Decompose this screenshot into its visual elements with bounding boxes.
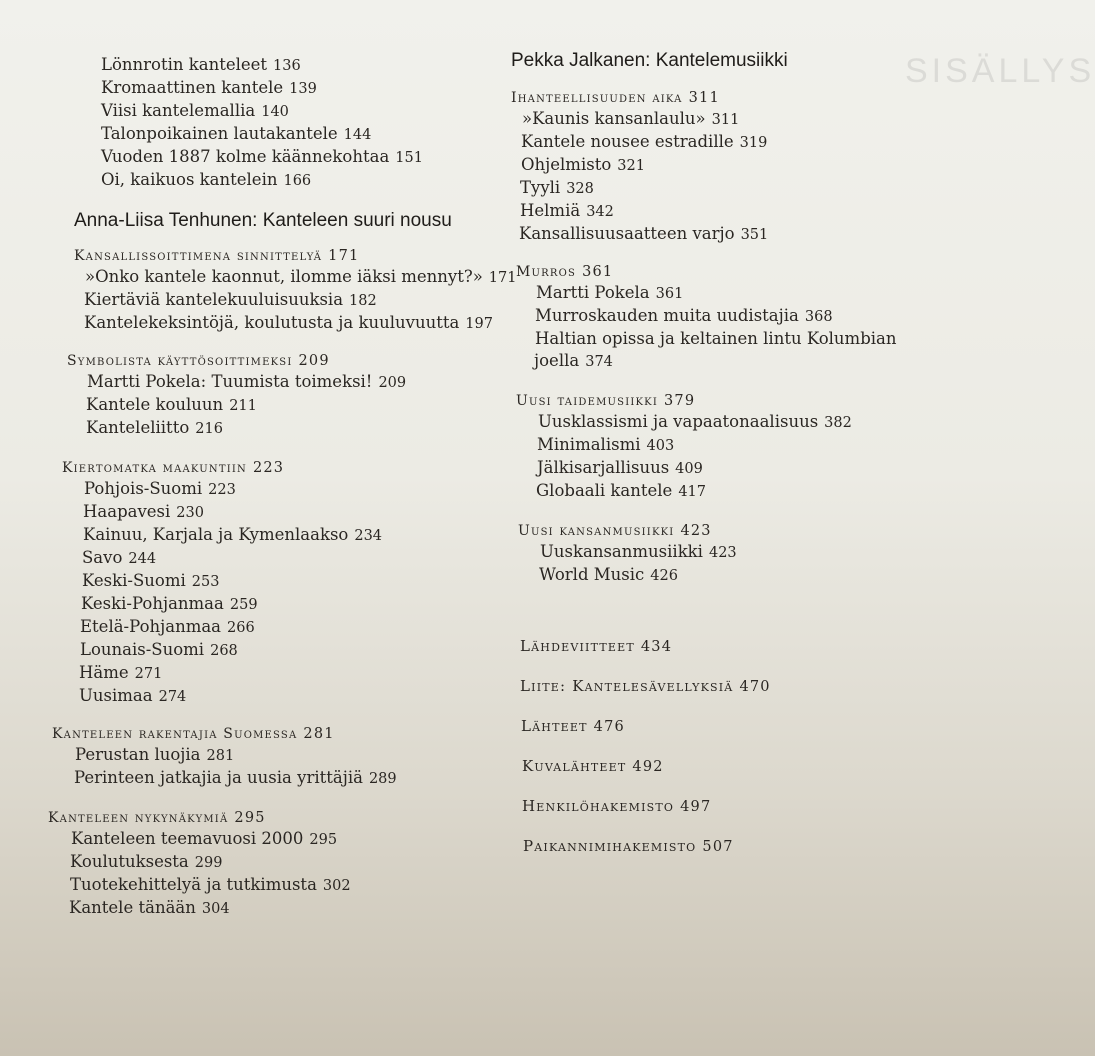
appendix-title: Lähteet — [521, 717, 588, 735]
entry-page: 259 — [229, 597, 258, 613]
section-entries — [510, 282, 950, 373]
entry-page: 409 — [675, 461, 703, 477]
toc-entry — [40, 874, 510, 897]
entry-title: Lounais-Suomi — [80, 640, 205, 659]
entry-page: 289 — [368, 771, 397, 787]
right-sections — [510, 90, 950, 587]
section-heading — [40, 726, 510, 742]
toc-section — [510, 393, 950, 503]
entry-title: Kantele tänään — [69, 898, 196, 917]
entry-title: Ohjelmisto — [521, 155, 612, 174]
toc-section — [510, 523, 950, 587]
entry-page: 230 — [176, 505, 204, 521]
section-heading — [510, 264, 950, 280]
entry-title: Vuoden 1887 kolme käännekohtaa — [101, 147, 390, 166]
entry-page: 304 — [201, 901, 230, 917]
entry-page: 197 — [465, 316, 493, 332]
entry-title: Perinteen jatkajia ja uusia yrittäjiä — [74, 768, 363, 787]
entry-title: Murroskauden muita uudistajia — [535, 306, 799, 325]
entry-title: »Kaunis kansanlaulu» — [522, 109, 706, 128]
toc-entry — [40, 524, 510, 547]
section-heading — [40, 353, 510, 369]
entry-title: Minimalismi — [537, 435, 641, 454]
appendix-title: Liite: Kantelesävellyksiä — [520, 677, 734, 695]
entry-page: 342 — [586, 204, 614, 220]
entry-title: Savo — [82, 548, 123, 567]
entry-page: 403 — [646, 438, 675, 454]
toc-entry — [40, 744, 510, 767]
entry-page: 281 — [206, 748, 235, 764]
toc-entry — [40, 685, 510, 708]
entry-title: Etelä-Pohjanmaa — [80, 617, 222, 636]
entry-title: Kantele kouluun — [86, 395, 224, 414]
toc-entry — [510, 434, 950, 457]
section-page: 379 — [664, 393, 696, 409]
toc-entry — [40, 312, 510, 335]
toc-entry — [40, 851, 510, 874]
appendix-title: Paikannimihakemisto — [523, 837, 697, 855]
toc-entry — [510, 177, 950, 200]
entry-title: Talonpoikainen lautakantele — [101, 124, 338, 143]
entry-title: Oi, kaikuos kantelein — [101, 170, 278, 189]
toc-entry — [40, 828, 510, 851]
section-heading — [40, 460, 510, 476]
entry-title: Jälkisarjallisuus — [537, 458, 670, 477]
section-entries — [40, 371, 510, 440]
entry-page: 361 — [655, 286, 684, 302]
section-heading — [40, 248, 510, 264]
toc-entry — [510, 108, 950, 131]
toc-entry — [40, 547, 510, 570]
left-top-entries — [40, 54, 510, 192]
toc-entry — [40, 478, 510, 501]
toc-entry — [510, 223, 950, 246]
entry-title: Keski-Suomi — [82, 571, 186, 590]
toc-section — [40, 248, 517, 335]
section-entries — [510, 108, 950, 246]
toc-entry — [40, 639, 510, 662]
toc-entry — [40, 767, 510, 790]
toc-entry — [510, 328, 950, 350]
toc-entry — [510, 305, 950, 328]
section-entries — [40, 478, 510, 708]
entry-page: 319 — [739, 135, 768, 151]
entry-title: Tuotekehittelyä ja tutkimusta — [70, 875, 317, 894]
entry-title: Martti Pokela — [536, 283, 650, 302]
entry-title: Häme — [79, 663, 129, 682]
entry-page: 271 — [134, 666, 163, 682]
entry-page: 171 — [488, 270, 517, 286]
toc-entry — [101, 146, 510, 169]
entry-title: joella — [534, 351, 580, 370]
entry-title: Kantelekeksintöjä, koulutusta ja kuuluvuutta — [84, 313, 460, 332]
toc-entry — [40, 417, 510, 440]
toc-section — [510, 264, 950, 373]
toc-entry — [40, 501, 510, 524]
entry-title: Kainuu, Karjala ja Kymenlaakso — [83, 525, 349, 544]
author-title-tenhunen: Anna-Liisa Tenhunen: Kanteleen suuri nousu — [74, 210, 452, 231]
appendix-entry — [510, 677, 950, 695]
entry-title: »Onko kantele kaonnut, ilomme iäksi mennyt?» — [85, 267, 483, 286]
section-heading — [510, 90, 950, 106]
appendix-page: 470 — [739, 679, 771, 695]
entry-page: 351 — [740, 227, 769, 243]
toc-entry — [101, 54, 510, 77]
section-title: Uusi taidemusiikki — [516, 393, 658, 409]
entry-title: Uuskansanmusiikki — [540, 542, 703, 561]
entry-title: Globaali kantele — [536, 481, 673, 500]
appendix-page: 476 — [593, 719, 625, 735]
toc-entry — [510, 457, 950, 480]
author-title-jalkanen: Pekka Jalkanen: Kantelemusiikki — [511, 50, 788, 71]
toc-entry — [510, 282, 950, 305]
entry-title: Pohjois-Suomi — [84, 479, 203, 498]
toc-entry — [510, 154, 950, 177]
appendix-page: 434 — [640, 639, 673, 655]
toc-entry — [40, 394, 510, 417]
entry-page: 140 — [261, 104, 289, 120]
entry-page: 417 — [678, 484, 707, 500]
entry-page: 328 — [566, 181, 594, 197]
entry-title: Koulutuksesta — [70, 852, 189, 871]
section-title: Symbolista käyttösoittimeksi — [67, 353, 293, 369]
section-title: Kansallissoittimena sinnittelyä — [74, 248, 323, 264]
entry-page: 382 — [824, 415, 852, 431]
appendix-list — [510, 637, 950, 855]
toc-entry — [101, 77, 510, 100]
toc-entry — [40, 570, 510, 593]
toc-entry — [510, 564, 950, 587]
section-entries — [40, 828, 510, 920]
entry-title: World Music — [539, 565, 645, 584]
toc-entry — [510, 411, 950, 434]
entry-page: 216 — [195, 421, 223, 437]
entry-page: 268 — [210, 643, 238, 659]
ghost-heading: SISÄLLYS — [905, 52, 1095, 90]
section-title: Kanteleen nykynäkymiä — [48, 810, 229, 826]
appendix-page: 507 — [702, 839, 734, 855]
appendix-page: 492 — [632, 759, 664, 775]
entry-title: Haapavesi — [83, 502, 171, 521]
section-page: 311 — [688, 90, 720, 106]
section-title: Kanteleen rakentajia Suomessa — [52, 726, 298, 742]
entry-title: Viisi kantelemallia — [101, 101, 256, 120]
section-title: Kiertomatka maakuntiin — [62, 460, 247, 476]
entry-page: 374 — [585, 354, 613, 370]
toc-entry — [40, 662, 510, 685]
entry-page: 166 — [283, 173, 312, 189]
section-page: 223 — [252, 460, 285, 476]
section-title: Murros — [516, 264, 577, 280]
entry-title: Kansallisuusaatteen varjo — [519, 224, 735, 243]
appendix-page: 497 — [680, 799, 712, 815]
toc-entry — [510, 131, 950, 154]
entry-page: 423 — [708, 545, 737, 561]
entry-title: Kantele nousee estradille — [521, 132, 734, 151]
appendix-entry — [510, 717, 950, 735]
entry-title: Uusklassismi ja vapaatonaalisuus — [538, 412, 819, 431]
appendix-title: Lähdeviitteet — [520, 637, 635, 655]
entry-title: Martti Pokela: Tuumista toimeksi! — [87, 372, 373, 391]
toc-left-column — [40, 54, 517, 920]
entry-page: 274 — [158, 689, 187, 705]
entry-title: Kanteleliitto — [86, 418, 190, 437]
section-page: 423 — [680, 523, 712, 539]
entry-page: 299 — [194, 855, 223, 871]
toc-entry — [101, 100, 510, 123]
entry-page: 136 — [273, 58, 301, 74]
toc-entry — [40, 897, 510, 920]
toc-entry — [510, 541, 950, 564]
section-page: 209 — [298, 353, 330, 369]
section-page: 361 — [582, 264, 614, 280]
appendix-title: Henkilöhakemisto — [522, 797, 675, 815]
entry-page: 182 — [349, 293, 377, 309]
toc-entry — [40, 616, 510, 639]
section-entries — [510, 411, 950, 503]
section-page: 295 — [234, 810, 266, 826]
section-page: 171 — [328, 248, 360, 264]
appendix-entry — [510, 797, 950, 815]
entry-page: 311 — [711, 112, 740, 128]
toc-section — [40, 460, 510, 708]
section-title: Uusi kansanmusiikki — [518, 523, 675, 539]
appendix-entry — [510, 637, 950, 655]
entry-page: 144 — [343, 127, 372, 143]
entry-title: Kanteleen teemavuosi 2000 — [71, 829, 304, 848]
section-entries — [510, 541, 950, 587]
entry-page: 266 — [227, 620, 255, 636]
appendix-entry — [510, 837, 950, 855]
entry-title: Kiertäviä kantelekuuluisuuksia — [84, 290, 344, 309]
entry-title: Helmiä — [520, 201, 581, 220]
entry-title: Kromaattinen kantele — [101, 78, 284, 97]
entry-title: Uusimaa — [79, 686, 153, 705]
toc-entry — [40, 371, 510, 394]
entry-page: 211 — [229, 398, 257, 414]
entry-page: 223 — [208, 482, 236, 498]
entry-page: 139 — [289, 81, 317, 97]
section-heading — [510, 523, 950, 539]
entry-page: 368 — [804, 309, 833, 325]
toc-entry — [40, 289, 510, 312]
section-entries — [40, 266, 517, 335]
entry-page: 295 — [309, 832, 338, 848]
toc-section — [40, 726, 510, 790]
entry-title: Lönnrotin kanteleet — [101, 55, 268, 74]
entry-page: 234 — [354, 528, 383, 544]
entry-page: 209 — [378, 375, 407, 391]
entry-page: 151 — [395, 150, 423, 166]
section-heading — [40, 810, 510, 826]
entry-title: Perustan luojia — [75, 745, 201, 764]
appendix-entry — [510, 757, 950, 775]
section-entries — [40, 744, 510, 790]
toc-entry — [40, 266, 517, 289]
toc-section — [510, 90, 950, 246]
section-page: 281 — [303, 726, 335, 742]
toc-entry — [40, 593, 510, 616]
appendix-title: Kuvalähteet — [522, 757, 627, 775]
entry-page: 244 — [128, 551, 157, 567]
section-heading — [510, 393, 950, 409]
toc-entry — [101, 169, 510, 192]
left-sections — [40, 248, 517, 920]
toc-entry — [101, 123, 510, 146]
entry-title: Keski-Pohjanmaa — [81, 594, 224, 613]
toc-right-column — [510, 50, 950, 855]
entry-page: 253 — [191, 574, 220, 590]
entry-page: 302 — [322, 878, 351, 894]
toc-entry — [510, 350, 950, 373]
entry-page: 426 — [650, 568, 678, 584]
toc-entry — [510, 200, 950, 223]
entry-title: Haltian opissa ja keltainen lintu Kolumbian — [535, 329, 897, 348]
toc-section — [40, 353, 510, 440]
entry-page: 321 — [617, 158, 645, 174]
section-title: Ihanteellisuuden aika — [511, 90, 683, 106]
toc-section — [40, 810, 510, 920]
toc-entry — [510, 480, 950, 503]
entry-title: Tyyli — [520, 178, 561, 197]
